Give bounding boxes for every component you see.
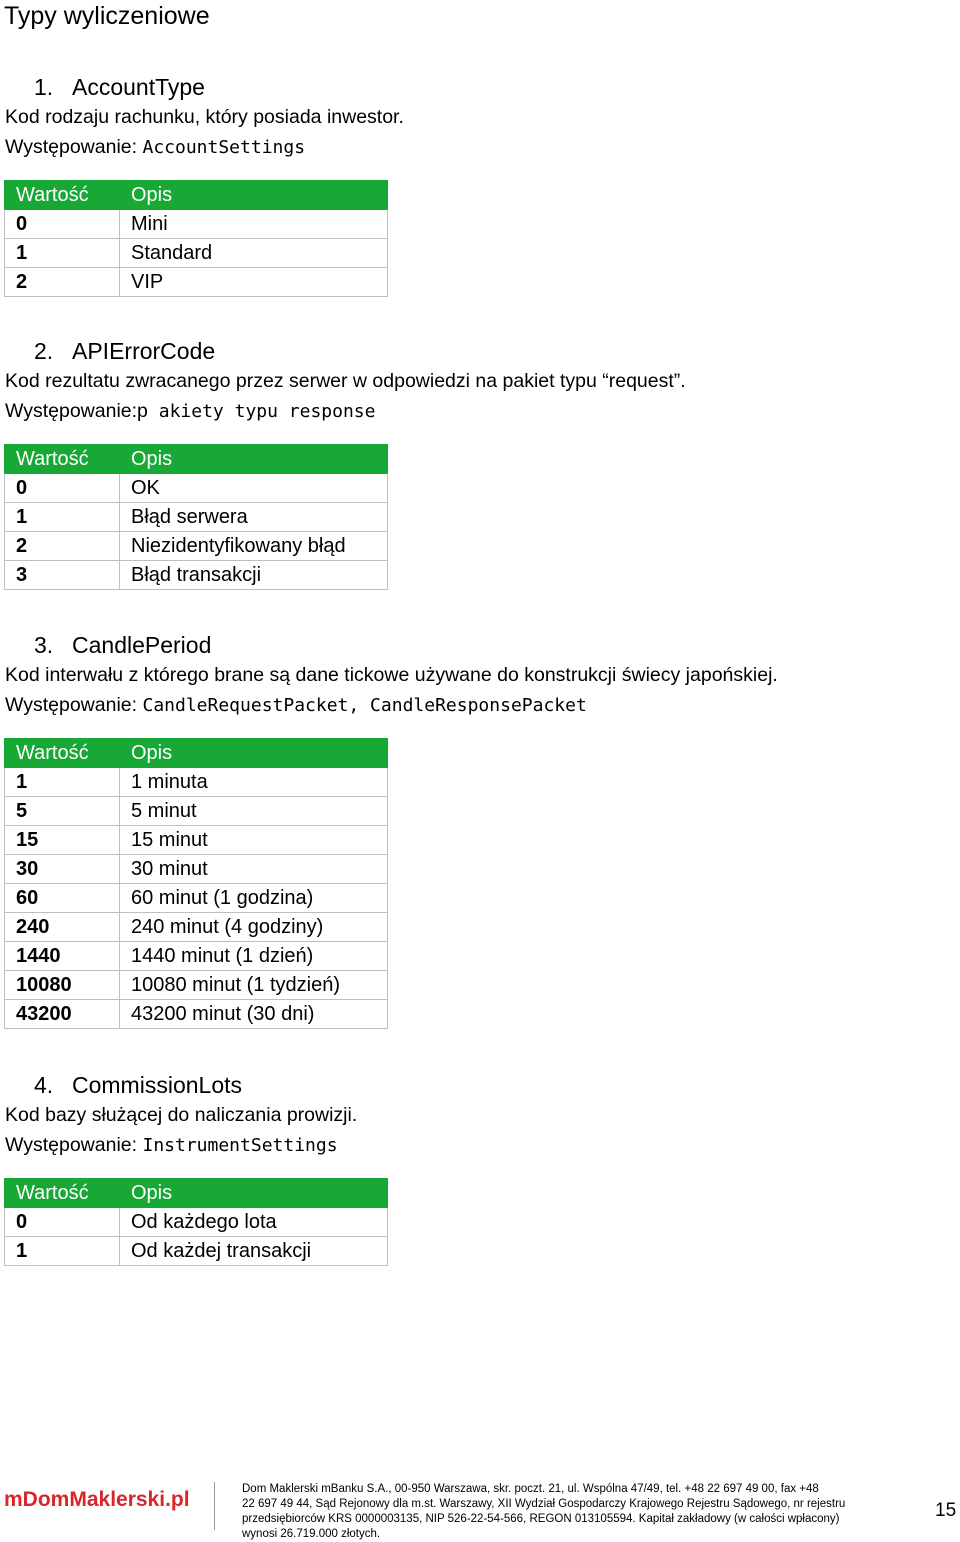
cell-value: 30 [5, 855, 120, 884]
table-row [5, 1208, 388, 1237]
table-row [5, 1000, 388, 1029]
enum-table [4, 180, 388, 297]
enum-table [4, 1178, 388, 1266]
section-heading [34, 72, 205, 102]
cell-value: 43200 [5, 1000, 120, 1029]
column-header-value: Wartość [5, 1179, 120, 1208]
column-header-desc: Opis [120, 181, 388, 210]
page-title: Typy wyliczeniowe [4, 2, 210, 30]
cell-description: 15 minut [120, 826, 388, 855]
cell-value: 2 [5, 268, 120, 297]
brand-logo: mDomMaklerski.pl [4, 1488, 190, 1511]
enum-table [4, 738, 388, 1029]
footer-info [242, 1482, 892, 1542]
section-name: CommissionLots [72, 1072, 242, 1098]
table-row [5, 855, 388, 884]
cell-value: 15 [5, 826, 120, 855]
cell-description: 10080 minut (1 tydzień) [120, 971, 388, 1000]
occurrence-label: Występowanie:p [5, 400, 148, 422]
cell-description: Od każdego lota [120, 1208, 388, 1237]
table-row [5, 913, 388, 942]
section-occurrence [5, 692, 587, 719]
occurrence-label: Występowanie: [5, 694, 143, 716]
footer-info-line: Dom Maklerski mBanku S.A., 00-950 Warszawa, skr. poczt. 21, ul. Wspólna 47/49, tel. +48 22 697 49 00, fax +48 [242, 1483, 819, 1495]
cell-description: Niezidentyfikowany błąd [120, 532, 388, 561]
footer-info-line: 22 697 49 44, Sąd Rejonowy dla m.st. Warszawy, XII Wydział Gospodarczy Krajowego Rejestru Sądowego, nr rejestru [242, 1498, 846, 1510]
section-number: 1. [34, 74, 54, 100]
column-header-desc: Opis [120, 1179, 388, 1208]
table-header-row [5, 1179, 388, 1208]
cell-value: 3 [5, 561, 120, 590]
cell-description: Od każdej transakcji [120, 1237, 388, 1266]
footer-info-line: wynosi 26.719.000 złotych. [242, 1528, 381, 1540]
section-heading [34, 336, 215, 366]
column-header-value: Wartość [5, 445, 120, 474]
page-number: 15 [935, 1500, 957, 1521]
section-description: Kod bazy służącej do naliczania prowizji. [5, 1104, 358, 1126]
section-number: 3. [34, 632, 54, 658]
cell-description: VIP [120, 268, 388, 297]
table-row [5, 1237, 388, 1266]
section-occurrence [5, 398, 375, 425]
cell-description: 240 minut (4 godziny) [120, 913, 388, 942]
cell-value: 60 [5, 884, 120, 913]
cell-description: OK [120, 474, 388, 503]
cell-value: 240 [5, 913, 120, 942]
occurrence-code: CandleRequestPacket, CandleResponsePacket [142, 695, 587, 716]
section-heading [34, 1070, 242, 1100]
section-occurrence [5, 134, 305, 161]
cell-description: Standard [120, 239, 388, 268]
table-header-row [5, 739, 388, 768]
cell-description: Mini [120, 210, 388, 239]
cell-description: 43200 minut (30 dni) [120, 1000, 388, 1029]
cell-value: 1 [5, 239, 120, 268]
section-name: CandlePeriod [72, 632, 212, 658]
occurrence-label: Występowanie: [5, 1134, 143, 1156]
cell-value: 2 [5, 532, 120, 561]
section-number: 2. [34, 338, 54, 364]
cell-value: 10080 [5, 971, 120, 1000]
cell-value: 1440 [5, 942, 120, 971]
table-row [5, 971, 388, 1000]
cell-value: 0 [5, 210, 120, 239]
footer-info-line: przedsiębiorców KRS 0000003135, NIP 526-22-54-566, REGON 013105594. Kapitał zakładowy (w całości wpłacony) [242, 1513, 840, 1525]
table-row [5, 474, 388, 503]
table-row [5, 561, 388, 590]
column-header-value: Wartość [5, 181, 120, 210]
cell-description: 1 minuta [120, 768, 388, 797]
occurrence-label: Występowanie: [5, 136, 143, 158]
section-occurrence [5, 1132, 338, 1159]
cell-description: 30 minut [120, 855, 388, 884]
column-header-value: Wartość [5, 739, 120, 768]
cell-value: 1 [5, 503, 120, 532]
cell-description: Błąd transakcji [120, 561, 388, 590]
occurrence-code: AccountSettings [142, 137, 306, 158]
occurrence-code: akiety typu response [147, 401, 376, 422]
table-row [5, 503, 388, 532]
table-row [5, 532, 388, 561]
cell-description: 5 minut [120, 797, 388, 826]
column-header-desc: Opis [120, 739, 388, 768]
section-description: Kod rezultatu zwracanego przez serwer w odpowiedzi na pakiet typu “request”. [5, 370, 686, 392]
cell-description: 1440 minut (1 dzień) [120, 942, 388, 971]
table-row [5, 884, 388, 913]
section-description: Kod rodzaju rachunku, który posiada inwestor. [5, 106, 404, 128]
cell-value: 1 [5, 1237, 120, 1266]
table-row [5, 239, 388, 268]
cell-value: 0 [5, 1208, 120, 1237]
cell-value: 5 [5, 797, 120, 826]
table-row [5, 826, 388, 855]
enum-table [4, 444, 388, 590]
section-name: APIErrorCode [72, 338, 216, 364]
section-heading [34, 630, 211, 660]
occurrence-code: InstrumentSettings [142, 1135, 338, 1156]
section-name: AccountType [72, 74, 205, 100]
table-row [5, 210, 388, 239]
footer-divider [214, 1482, 215, 1530]
table-row [5, 942, 388, 971]
table-row [5, 768, 388, 797]
section-description: Kod interwału z którego brane są dane tickowe używane do konstrukcji świecy japońskiej. [5, 664, 778, 686]
section-number: 4. [34, 1072, 54, 1098]
table-header-row [5, 181, 388, 210]
table-row [5, 268, 388, 297]
cell-value: 1 [5, 768, 120, 797]
cell-description: 60 minut (1 godzina) [120, 884, 388, 913]
cell-description: Błąd serwera [120, 503, 388, 532]
table-row [5, 797, 388, 826]
column-header-desc: Opis [120, 445, 388, 474]
table-header-row [5, 445, 388, 474]
cell-value: 0 [5, 474, 120, 503]
